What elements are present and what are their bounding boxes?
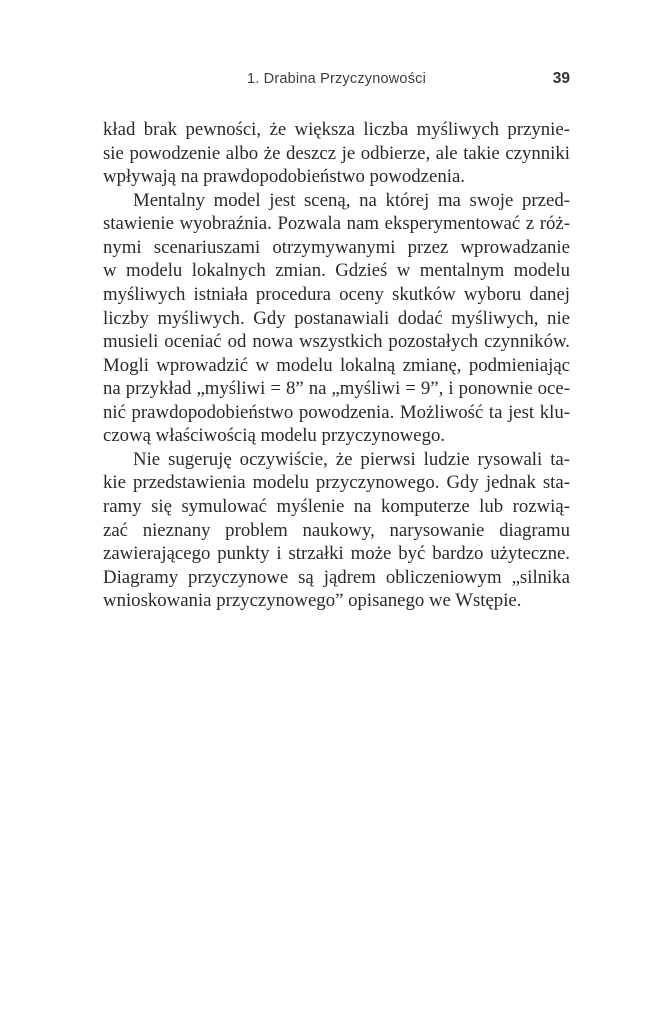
page-number: 39 — [552, 70, 570, 87]
text-line: kie przedstawienia modelu przyczynowego. Gdy jednak sta- — [103, 472, 570, 494]
text-line: na przykład „myśliwi = 8” na „myśliwi = 9”, i ponownie oce- — [103, 378, 570, 400]
text-line: musieli oceniać od nowa wszystkich pozostałych czynników. — [103, 331, 570, 353]
text-line: zać nieznany problem naukowy, narysowanie diagramu — [103, 519, 570, 541]
text-block — [103, 118, 570, 613]
running-header — [103, 69, 570, 89]
text-line: w modelu lokalnych zmian. Gdzieś w mentalnym modelu — [103, 260, 570, 282]
text-line: Mentalny model jest sceną, na której ma swoje przed- — [133, 189, 570, 211]
text-line: myśliwych istniała procedura oceny skutków wyboru danej — [103, 283, 570, 305]
text-line: nymi scenariuszami otrzymywanymi przez wprowadzanie — [103, 236, 570, 258]
text-line: ramy się symulować myślenie na komputerze lub rozwią- — [103, 496, 570, 517]
text-line: zawierającego punkty i strzałki może być bardzo użyteczne. — [103, 543, 570, 565]
text-line: Mogli wprowadzić w modelu lokalną zmianę, podmieniając — [103, 354, 570, 376]
text-line: stawienie wyobraźnia. Pozwala nam eksperymentować z róż- — [103, 213, 570, 235]
text-line: sie powodzenie albo że deszcz je odbierze, ale takie czynniki — [103, 142, 570, 164]
text-line: czową właściwością modelu przyczynowego. — [103, 425, 446, 447]
text-line: Diagramy przyczynowe są jądrem obliczeniowym „silnika — [103, 566, 570, 588]
text-line: wnioskowania przyczynowego” opisanego we Wstępie. — [103, 590, 522, 612]
text-line: wpływają na prawdopodobieństwo powodzenia. — [103, 166, 465, 188]
text-line: nić prawdopodobieństwo powodzenia. Możliwość ta jest klu- — [103, 401, 570, 423]
text-line: Nie sugeruję oczywiście, że pierwsi ludzie rysowali ta- — [133, 448, 570, 470]
text-line: kład brak pewności, że większa liczba myśliwych przynie- — [103, 119, 570, 140]
chapter-title: 1. Drabina Przyczynowości — [246, 71, 427, 87]
text-line: liczby myśliwych. Gdy postanawiali dodać myśliwych, nie — [103, 307, 570, 329]
